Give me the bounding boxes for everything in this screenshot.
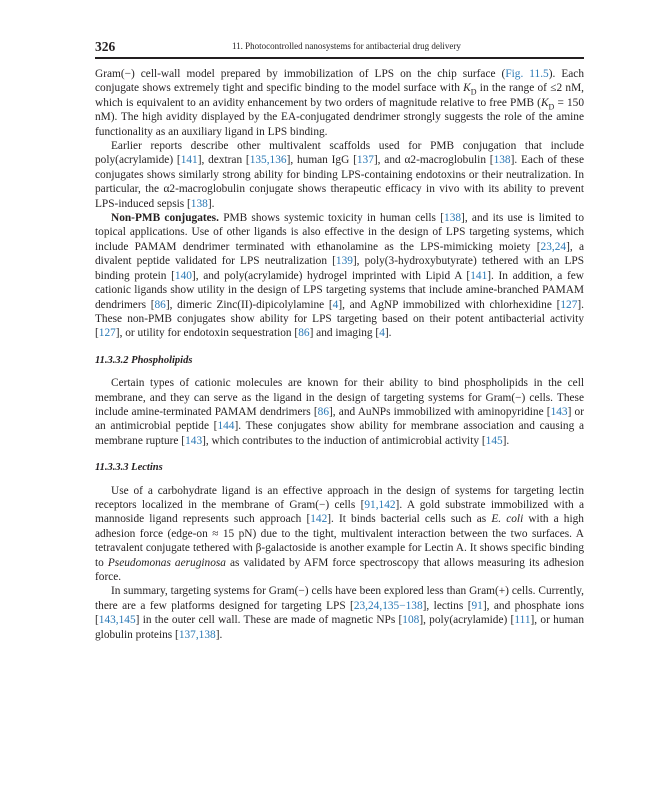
text-run: K (463, 82, 471, 95)
text-run: ]. Each of these conjugates shows similarly strong ability for binding LPS-containing endotoxins or their neutralization. In particular, the α2-macroglobulin conjugate shows therapeutic efficacy in vivo with its ability to prevent LPS-induced sepsis [ (95, 154, 585, 210)
text-run: ], and phosphate ions [ (95, 599, 584, 627)
text-run: ], lectins [ (422, 599, 472, 612)
text-run: Earlier reports describe other multivalent scaffolds used for PMB conjugation that include poly(acrylamide) [ (95, 140, 584, 167)
text-run: ], and AuNPs immobilized with aminopyridine [ (329, 405, 551, 418)
run-in-heading: Non-PMB conjugates. (111, 212, 219, 225)
text-run: Certain types of cationic molecules are known for their ability to bind phospholipids in the cell membrane, and they can serve as the ligand in the design of targeting systems for Gram(−) cells. These include amine-terminated PAMAM dendrimers [ (95, 377, 584, 418)
text-run: ], poly(acrylamide) [ (419, 614, 515, 627)
text-run: ]. (207, 197, 215, 210)
text-run: ], or utility for endotoxin sequestration [ (115, 327, 299, 340)
body-text (95, 67, 584, 642)
citation-link[interactable]: 4 (379, 327, 385, 340)
text-run: ]. It binds bacterial cells such as (327, 513, 492, 526)
text-run: Pseudomonas aeruginosa (107, 556, 226, 569)
text-run: ], dimeric Zinc(II)-dipicolylamine [ (165, 298, 333, 311)
text-run: Gram(−) cell-wall model prepared by immobilization of LPS on the chip surface ( (95, 68, 506, 80)
text-run: K (540, 96, 549, 109)
citation-link[interactable]: 86 (317, 405, 330, 418)
text-run: In summary, targeting systems for Gram(−) cells have been explored less than Gram(+) cells. Currently, there are a few platforms designed for targeting LPS [ (95, 585, 584, 612)
paragraph (95, 139, 584, 211)
paragraph (95, 67, 584, 139)
text-run: ]. (215, 628, 223, 641)
text-run: ]. These conjugates show ability for membrane association and causing a membrane rupture [ (95, 420, 584, 447)
citation-link[interactable]: 86 (154, 298, 166, 311)
subscript: D (470, 87, 477, 97)
citation-link[interactable]: 139 (335, 255, 353, 268)
text-run: in the range of ≤2 nM, which is equivalent to an avidity enhancement by two orders of magnitude relative to free PMB ( (95, 82, 584, 109)
text-run: ], and α2-macroglobulin [ (373, 154, 494, 167)
text-run: ] and imaging [ (309, 327, 380, 340)
citation-link[interactable]: 141 (180, 154, 198, 167)
text-run: Use of a carbohydrate ligand is an effective approach in the design of systems for targeting lectin receptors localized in the membrane of Gram(−) cells [ (95, 484, 584, 511)
text-run: ], which contributes to the induction of antimicrobial activity [ (202, 434, 486, 447)
citation-link[interactable]: 143,145 (98, 614, 136, 627)
citation-link[interactable]: 108 (402, 614, 420, 627)
citation-link[interactable]: 141 (470, 269, 488, 282)
citation-link[interactable]: 142 (310, 513, 328, 526)
text-run: ]. (384, 327, 392, 340)
citation-link[interactable]: 140 (174, 269, 192, 282)
citation-link[interactable]: 138 (444, 212, 462, 225)
page-number: 326 (95, 39, 116, 54)
text-run: ]. A gold substrate immobilized with a mannoside ligand represents such approach [ (95, 498, 584, 526)
citation-link[interactable]: Fig. 11.5 (505, 68, 549, 80)
citation-link[interactable]: 23,24 (540, 240, 567, 253)
page-header (95, 39, 584, 59)
citation-link[interactable]: 23,24,135−138 (353, 599, 423, 612)
text-run: PMB shows systemic toxicity in human cells [ (218, 212, 445, 225)
paragraph (95, 376, 584, 448)
citation-link[interactable]: 144 (217, 420, 235, 433)
paragraph (95, 484, 584, 585)
running-head: 11. Photocontrolled nanosystems for antibacterial drug delivery (232, 41, 461, 51)
citation-link[interactable]: 127 (98, 327, 116, 340)
paragraph (95, 584, 584, 642)
citation-link[interactable]: 138 (190, 197, 208, 210)
text-run: = 150 nM). The high avidity displayed by the EA-conjugated dendrimer strongly suggests the role of the amine functionality as an auxiliary ligand in LPS binding. (95, 96, 584, 138)
text-run: E. coli (491, 513, 524, 526)
subscript: D (548, 102, 555, 112)
text-run: as validated by AFM force spectroscopy that allows measuring its adhesion force. (95, 556, 584, 583)
citation-link[interactable]: 91,142 (364, 498, 396, 511)
text-run: ]. (502, 434, 510, 447)
citation-link[interactable]: 4 (332, 298, 339, 311)
citation-link[interactable]: 137 (356, 154, 374, 167)
citation-link[interactable]: 86 (298, 327, 310, 340)
text-run: ]. In addition, a few cationic ligands show utility in the design of LPS targeting systems that include amine-branched PAMAM dendrimers [ (95, 269, 584, 311)
text-run: ], poly(3-hydroxybutyrate) tethered with an LPS binding protein [ (95, 255, 585, 282)
text-run: ], a divalent peptide validated for LPS neutralization [ (95, 240, 584, 268)
text-run: ] or an antimicrobial peptide [ (95, 405, 584, 433)
citation-link[interactable]: 143 (550, 405, 568, 418)
text-run: ). Each conjugate shows extremely tight and specific binding to the model surface with (95, 68, 584, 95)
citation-link[interactable]: 138 (493, 154, 511, 167)
text-run: ], and AgNP immobilized with chlorhexidine [ (338, 298, 561, 311)
paragraph (95, 211, 584, 341)
citation-link[interactable]: 91 (471, 599, 483, 612)
text-run: ] in the outer cell wall. These are made of magnetic NPs [ (135, 614, 403, 627)
text-run: ], dextran [ (197, 154, 250, 167)
text-run: ], or human globulin proteins [ (95, 614, 584, 641)
citation-link[interactable]: 135,136 (249, 154, 287, 167)
citation-link[interactable]: 145 (485, 434, 503, 447)
citation-link[interactable]: 127 (560, 298, 578, 311)
text-run: ], human IgG [ (286, 154, 357, 167)
citation-link[interactable]: 137,138 (178, 628, 216, 641)
text-run: with a high adhesion force (edge-on ≈ 15 pN) due to the tight, multivalent interaction between the two surfaces. A tetravalent conjugate tethered with β-galactoside is another example for Lectin A. It shows specific binding to (95, 513, 584, 569)
text-run: ]. These non-PMB conjugates show ability for LPS targeting based on their potent antibacterial activity [ (95, 298, 584, 340)
citation-link[interactable]: 111 (514, 614, 531, 627)
citation-link[interactable]: 143 (185, 434, 203, 447)
text-run: ], and poly(acrylamide) hydrogel imprinted with Lipid A [ (191, 269, 471, 282)
section-heading-phospholipids: 11.3.3.2 Phospholipids (95, 354, 193, 366)
text-run: ], and its use is limited to topical applications. Use of other ligands is also effective in the design of LPS targeting systems, which include PAMAM dendrimer terminated with ethanolamine as the LPS-mimicking moiety [ (95, 212, 585, 253)
section-heading-lectins: 11.3.3.3 Lectins (95, 462, 163, 474)
